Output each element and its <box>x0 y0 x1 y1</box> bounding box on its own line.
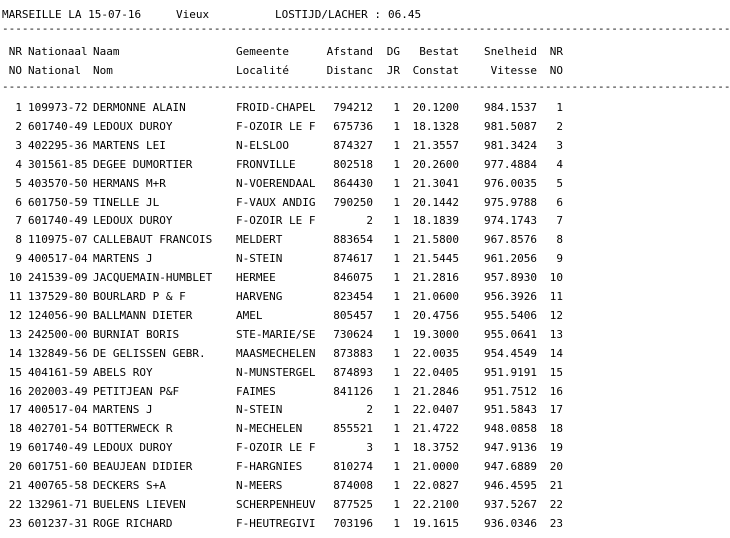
cell-dg: 1 <box>393 177 400 190</box>
cell-ring: 400765-58 <box>28 479 88 492</box>
cell-time: 21.5800 <box>412 233 459 246</box>
column-header-speed: Snelheid <box>484 45 537 58</box>
cell-nr: 15 <box>8 366 22 379</box>
column-header-ring: National <box>28 64 81 77</box>
cell-nr: 1 <box>15 101 22 114</box>
cell-nr2: 3 <box>556 139 563 152</box>
cell-speed: 955.0641 <box>484 328 537 341</box>
cell-time: 18.1328 <box>412 120 459 133</box>
cell-ring: 242500-00 <box>28 328 88 341</box>
cell-speed: 946.4595 <box>484 479 537 492</box>
cell-nr2: 13 <box>549 328 563 341</box>
cell-dist: 3 <box>366 441 373 454</box>
separator-line-top: -------------------------------------------------------------------------------------------------------------- <box>2 22 730 35</box>
cell-speed: 976.0035 <box>484 177 537 190</box>
cell-nr: 8 <box>15 233 22 246</box>
cell-nr: 7 <box>15 214 22 227</box>
cell-nr: 5 <box>15 177 22 190</box>
cell-dist: 855521 <box>333 422 373 435</box>
cell-speed: 977.4884 <box>484 158 537 171</box>
cell-nr: 13 <box>8 328 22 341</box>
cell-ring: 124056-90 <box>28 309 88 322</box>
cell-ring: 400517-04 <box>28 403 88 416</box>
separator-line-header: -------------------------------------------------------------------------------------------------------------- <box>2 80 730 93</box>
column-header-ring: Nationaal <box>28 45 88 58</box>
cell-speed: 961.2056 <box>484 252 537 265</box>
cell-time: 20.2600 <box>412 158 459 171</box>
cell-town: HERMEE <box>236 271 276 284</box>
cell-dg: 1 <box>393 120 400 133</box>
cell-name: DECKERS S+A <box>93 479 166 492</box>
cell-town: F-HARGNIES <box>236 460 303 473</box>
cell-dist: 794212 <box>333 101 373 114</box>
cell-speed: 981.5087 <box>484 120 537 133</box>
cell-ring: 601740-49 <box>28 120 88 133</box>
cell-name: BEAUJEAN DIDIER <box>93 460 193 473</box>
cell-time: 22.0407 <box>412 403 459 416</box>
cell-speed: 984.1537 <box>484 101 537 114</box>
cell-name: LEDOUX DUROY <box>93 214 173 227</box>
cell-name: ROGE RICHARD <box>93 517 173 530</box>
column-header-time: Constat <box>412 64 459 77</box>
cell-time: 19.3000 <box>412 328 459 341</box>
cell-speed: 951.9191 <box>484 366 537 379</box>
cell-nr2: 6 <box>556 196 563 209</box>
race-title: MARSEILLE LA 15-07-16 <box>2 8 142 21</box>
cell-nr2: 21 <box>549 479 563 492</box>
cell-name: BOURLARD P & F <box>93 290 186 303</box>
cell-time: 21.4722 <box>412 422 459 435</box>
cell-name: LEDOUX DUROY <box>93 120 173 133</box>
cell-dist: 802518 <box>333 158 373 171</box>
cell-dg: 1 <box>393 441 400 454</box>
column-header-name: Naam <box>93 45 120 58</box>
cell-dg: 1 <box>393 233 400 246</box>
cell-dg: 1 <box>393 158 400 171</box>
cell-time: 21.3557 <box>412 139 459 152</box>
cell-speed: 955.5406 <box>484 309 537 322</box>
cell-ring: 601751-60 <box>28 460 88 473</box>
cell-name: DERMONNE ALAIN <box>93 101 186 114</box>
cell-nr: 14 <box>8 347 22 360</box>
cell-dist: 730624 <box>333 328 373 341</box>
cell-name: LEDOUX DUROY <box>93 441 173 454</box>
cell-town: FAIMES <box>236 385 276 398</box>
cell-dg: 1 <box>393 101 400 114</box>
cell-town: F-OZOIR LE F <box>236 441 316 454</box>
cell-speed: 936.0346 <box>484 517 537 530</box>
cell-speed: 956.3926 <box>484 290 537 303</box>
column-header-nr2: NR <box>549 45 563 58</box>
cell-dist: 846075 <box>333 271 373 284</box>
column-header-speed: Vitesse <box>490 64 537 77</box>
cell-nr2: 4 <box>556 158 563 171</box>
cell-town: N-MEERS <box>236 479 283 492</box>
cell-name: DEGEE DUMORTIER <box>93 158 193 171</box>
cell-nr2: 23 <box>549 517 563 530</box>
cell-ring: 109973-72 <box>28 101 88 114</box>
cell-dist: 790250 <box>333 196 373 209</box>
cell-time: 22.0827 <box>412 479 459 492</box>
cell-time: 20.4756 <box>412 309 459 322</box>
cell-dist: 675736 <box>333 120 373 133</box>
column-header-town: Gemeente <box>236 45 289 58</box>
cell-time: 21.3041 <box>412 177 459 190</box>
cell-town: N-MECHELEN <box>236 422 303 435</box>
cell-name: MARTENS LEI <box>93 139 166 152</box>
column-header-nr: NO <box>8 64 22 77</box>
cell-nr2: 19 <box>549 441 563 454</box>
cell-dg: 1 <box>393 403 400 416</box>
cell-nr2: 12 <box>549 309 563 322</box>
cell-ring: 403570-50 <box>28 177 88 190</box>
cell-nr2: 18 <box>549 422 563 435</box>
release-label: LOSTIJD/LACHER : <box>275 8 381 21</box>
cell-name: MARTENS J <box>93 403 153 416</box>
cell-dg: 1 <box>393 385 400 398</box>
cell-dist: 874893 <box>333 366 373 379</box>
cell-town: MAASMECHELEN <box>236 347 316 360</box>
cell-speed: 974.1743 <box>484 214 537 227</box>
cell-dg: 1 <box>393 347 400 360</box>
cell-ring: 404161-59 <box>28 366 88 379</box>
cell-dg: 1 <box>393 498 400 511</box>
cell-dg: 1 <box>393 328 400 341</box>
column-header-distance: Afstand <box>326 45 373 58</box>
column-header-dg: JR <box>386 64 400 77</box>
cell-name: DE GELISSEN GEBR. <box>93 347 206 360</box>
cell-nr: 10 <box>8 271 22 284</box>
cell-nr2: 8 <box>556 233 563 246</box>
column-header-town: Localité <box>236 64 289 77</box>
cell-nr2: 15 <box>549 366 563 379</box>
cell-ring: 601740-49 <box>28 214 88 227</box>
cell-ring: 202003-49 <box>28 385 88 398</box>
cell-nr: 16 <box>8 385 22 398</box>
cell-nr2: 2 <box>556 120 563 133</box>
cell-dg: 1 <box>393 366 400 379</box>
cell-speed: 981.3424 <box>484 139 537 152</box>
cell-nr2: 7 <box>556 214 563 227</box>
cell-town: FRONVILLE <box>236 158 296 171</box>
age-category: Vieux <box>176 8 210 21</box>
cell-speed: 948.0858 <box>484 422 537 435</box>
cell-town: SCHERPENHEUV <box>236 498 316 511</box>
cell-dg: 1 <box>393 271 400 284</box>
column-header-nr: NR <box>8 45 22 58</box>
cell-town: AMEL <box>236 309 263 322</box>
cell-nr: 17 <box>8 403 22 416</box>
cell-nr2: 20 <box>549 460 563 473</box>
cell-town: MELDERT <box>236 233 283 246</box>
cell-ring: 400517-04 <box>28 252 88 265</box>
cell-speed: 937.5267 <box>484 498 537 511</box>
cell-time: 19.1615 <box>412 517 459 530</box>
cell-dist: 874617 <box>333 252 373 265</box>
cell-ring: 301561-85 <box>28 158 88 171</box>
cell-nr: 4 <box>15 158 22 171</box>
cell-dg: 1 <box>393 252 400 265</box>
cell-name: HERMANS M+R <box>93 177 166 190</box>
cell-speed: 975.9788 <box>484 196 537 209</box>
cell-nr: 22 <box>8 498 22 511</box>
cell-nr2: 9 <box>556 252 563 265</box>
cell-ring: 241539-09 <box>28 271 88 284</box>
cell-town: N-STEIN <box>236 252 283 265</box>
cell-nr2: 10 <box>549 271 563 284</box>
cell-nr: 12 <box>8 309 22 322</box>
cell-dg: 1 <box>393 517 400 530</box>
cell-town: F-OZOIR LE F <box>236 120 316 133</box>
cell-time: 22.0405 <box>412 366 459 379</box>
cell-dg: 1 <box>393 460 400 473</box>
cell-dist: 864430 <box>333 177 373 190</box>
cell-town: STE-MARIE/SE <box>236 328 316 341</box>
cell-town: N-STEIN <box>236 403 283 416</box>
cell-nr: 18 <box>8 422 22 435</box>
cell-speed: 951.5843 <box>484 403 537 416</box>
cell-time: 18.1839 <box>412 214 459 227</box>
cell-town: F-OZOIR LE F <box>236 214 316 227</box>
cell-nr2: 1 <box>556 101 563 114</box>
cell-nr2: 5 <box>556 177 563 190</box>
cell-dg: 1 <box>393 290 400 303</box>
cell-name: TINELLE JL <box>93 196 160 209</box>
cell-dg: 1 <box>393 214 400 227</box>
cell-nr: 11 <box>8 290 22 303</box>
cell-time: 21.2816 <box>412 271 459 284</box>
cell-dg: 1 <box>393 196 400 209</box>
cell-nr2: 22 <box>549 498 563 511</box>
column-header-dg: DG <box>386 45 400 58</box>
cell-dist: 877525 <box>333 498 373 511</box>
cell-town: FROID-CHAPEL <box>236 101 316 114</box>
cell-nr2: 14 <box>549 347 563 360</box>
cell-time: 21.2846 <box>412 385 459 398</box>
cell-speed: 947.6889 <box>484 460 537 473</box>
cell-time: 22.2100 <box>412 498 459 511</box>
cell-ring: 402295-36 <box>28 139 88 152</box>
cell-dist: 703196 <box>333 517 373 530</box>
cell-name: PETITJEAN P&F <box>93 385 180 398</box>
column-header-distance: Distanc <box>326 64 373 77</box>
cell-name: CALLEBAUT FRANCOIS <box>93 233 213 246</box>
cell-town: N-VOERENDAAL <box>236 177 316 190</box>
cell-name: JACQUEMAIN-HUMBLET <box>93 271 213 284</box>
cell-dg: 1 <box>393 422 400 435</box>
cell-town: N-ELSLOO <box>236 139 289 152</box>
cell-name: BURNIAT BORIS <box>93 328 180 341</box>
cell-ring: 132961-71 <box>28 498 88 511</box>
cell-ring: 402701-54 <box>28 422 88 435</box>
column-header-nr2: NO <box>549 64 563 77</box>
cell-nr2: 11 <box>549 290 563 303</box>
cell-nr2: 16 <box>549 385 563 398</box>
cell-name: BUELENS LIEVEN <box>93 498 186 511</box>
cell-ring: 601237-31 <box>28 517 88 530</box>
cell-town: F-HEUTREGIVI <box>236 517 316 530</box>
cell-time: 20.1200 <box>412 101 459 114</box>
cell-time: 21.5445 <box>412 252 459 265</box>
cell-time: 22.0035 <box>412 347 459 360</box>
cell-ring: 601740-49 <box>28 441 88 454</box>
cell-nr2: 17 <box>549 403 563 416</box>
release-time: 06.45 <box>388 8 422 21</box>
cell-nr: 2 <box>15 120 22 133</box>
cell-town: N-MUNSTERGEL <box>236 366 316 379</box>
cell-nr: 9 <box>15 252 22 265</box>
cell-speed: 947.9136 <box>484 441 537 454</box>
cell-speed: 951.7512 <box>484 385 537 398</box>
cell-speed: 957.8930 <box>484 271 537 284</box>
cell-town: F-VAUX ANDIG <box>236 196 316 209</box>
cell-nr: 20 <box>8 460 22 473</box>
cell-dist: 823454 <box>333 290 373 303</box>
cell-time: 20.1442 <box>412 196 459 209</box>
cell-dist: 874327 <box>333 139 373 152</box>
column-header-time: Bestat <box>419 45 459 58</box>
cell-dist: 805457 <box>333 309 373 322</box>
cell-dist: 2 <box>366 214 373 227</box>
cell-dg: 1 <box>393 479 400 492</box>
cell-name: BALLMANN DIETER <box>93 309 193 322</box>
cell-speed: 954.4549 <box>484 347 537 360</box>
cell-nr: 6 <box>15 196 22 209</box>
cell-dist: 873883 <box>333 347 373 360</box>
cell-speed: 967.8576 <box>484 233 537 246</box>
cell-ring: 132849-56 <box>28 347 88 360</box>
cell-time: 21.0000 <box>412 460 459 473</box>
cell-ring: 601750-59 <box>28 196 88 209</box>
cell-time: 21.0600 <box>412 290 459 303</box>
cell-name: ABELS ROY <box>93 366 153 379</box>
cell-ring: 110975-07 <box>28 233 88 246</box>
cell-town: HARVENG <box>236 290 283 303</box>
cell-dg: 1 <box>393 139 400 152</box>
cell-dist: 841126 <box>333 385 373 398</box>
cell-nr: 21 <box>8 479 22 492</box>
cell-name: BOTTERWECK R <box>93 422 173 435</box>
cell-dist: 883654 <box>333 233 373 246</box>
cell-nr: 19 <box>8 441 22 454</box>
cell-dist: 874008 <box>333 479 373 492</box>
cell-nr: 23 <box>8 517 22 530</box>
cell-nr: 3 <box>15 139 22 152</box>
cell-name: MARTENS J <box>93 252 153 265</box>
cell-dg: 1 <box>393 309 400 322</box>
cell-ring: 137529-80 <box>28 290 88 303</box>
cell-dist: 810274 <box>333 460 373 473</box>
cell-time: 18.3752 <box>412 441 459 454</box>
cell-dist: 2 <box>366 403 373 416</box>
column-header-name: Nom <box>93 64 113 77</box>
